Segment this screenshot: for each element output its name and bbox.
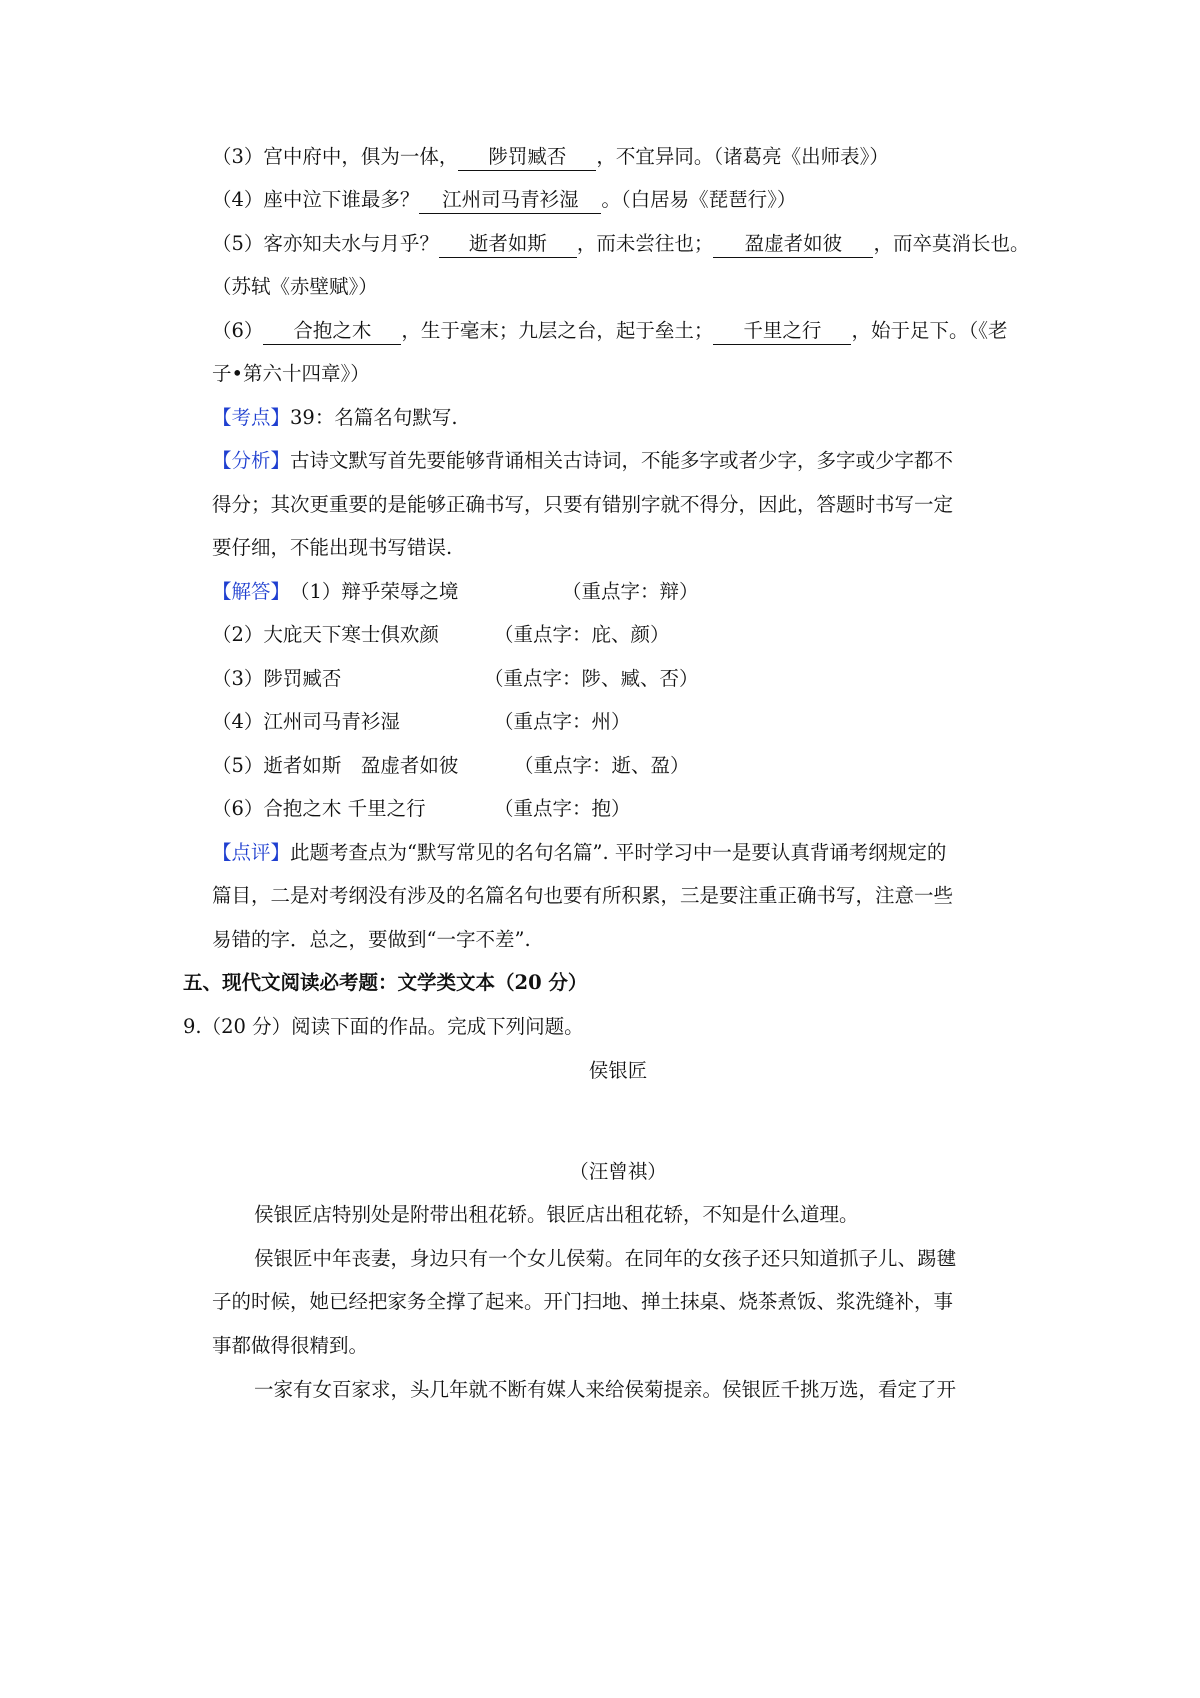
- fenxi-line-1: 古诗文默写首先要能够背诵相关古诗词，不能多字或者少字，多字或少字都不: [290, 449, 954, 472]
- item-5-continued: （苏轼《赤壁赋》）: [212, 275, 378, 298]
- story-paragraph-3-line-1: 一家有女百家求，头几年就不断有媒人来给侯菊提亲。侯银匠千挑万选，看定了开: [254, 1378, 957, 1401]
- jieda-key-5: （重点字：逝、盈）: [514, 754, 690, 777]
- jieda-answer-6: （6）合抱之木 千里之行: [212, 797, 426, 820]
- item-5-middle: ，而未尝往也；: [576, 232, 714, 255]
- jieda-row-2: [212, 620, 1032, 650]
- item-5-answer-1: 逝者如斯: [439, 231, 577, 258]
- fenxi-label: 【分析】: [212, 449, 291, 472]
- kaodian-label: 【考点】: [212, 406, 291, 429]
- jieda-row-4: [212, 707, 1032, 737]
- story-paragraph-2-line-2: 子的时候，她已经把家务全撑了起来。开门扫地、掸土抹桌、烧茶煮饭、浆洗缝补，事: [212, 1290, 954, 1313]
- jieda-key-1: （重点字：辩）: [562, 580, 699, 603]
- item-4-prefix: （4）座中泣下谁最多？: [212, 188, 420, 211]
- jieda-answer-3: （3）陟罚臧否: [212, 667, 342, 690]
- item-6-answer-2: 千里之行: [713, 318, 851, 345]
- jieda-answer-5: （5）逝者如斯 盈虚者如彼: [212, 754, 459, 777]
- item-6-prefix: （6）: [212, 319, 264, 342]
- item-3: [212, 142, 1032, 172]
- item-4-suffix: 。（白居易《琵琶行》）: [601, 188, 797, 211]
- item-6-middle: ，生于毫末；九层之台，起于垒土；: [401, 319, 714, 342]
- item-4-answer: 江州司马青衫湿: [419, 187, 601, 214]
- story-paragraph-1: 侯银匠店特别处是附带出租花轿。银匠店出租花轿，不知是什么道理。: [254, 1203, 859, 1226]
- story-title: 侯银匠: [588, 1059, 648, 1082]
- fenxi: [212, 446, 1032, 476]
- item-3-prefix: （3）宫中府中，俱为一体，: [212, 145, 459, 168]
- story-author: （汪曾祺）: [569, 1160, 667, 1183]
- fenxi-line-2: 得分；其次更重要的是能够正确书写，只要有错别字就不得分，因此，答题时书写一定: [212, 493, 954, 516]
- story-paragraph-2-line-1: 侯银匠中年丧妻，身边只有一个女儿侯菊。在同年的女孩子还只知道抓子儿、踢毽: [254, 1247, 957, 1270]
- story-paragraph-2-line-3: 事都做得很精到。: [212, 1334, 369, 1357]
- item-3-suffix: ，不宜异同。（诸葛亮《出师表》）: [596, 145, 889, 168]
- jieda-label: 【解答】: [212, 580, 291, 603]
- item-6-answer-1: 合抱之木: [263, 318, 401, 345]
- dianping-line-3: 易错的字．总之，要做到“一字不差”.: [212, 928, 531, 951]
- item-5-answer-2: 盈虚者如彼: [713, 231, 873, 258]
- dianping-label: 【点评】: [212, 841, 291, 864]
- section-5-heading: 五、现代文阅读必考题：文学类文本（20 分）: [183, 971, 588, 994]
- jieda-answer-1: （1）辩乎荣辱之境: [290, 580, 459, 603]
- item-5-suffix: ，而卒莫消长也。: [873, 232, 1030, 255]
- item-5: [212, 229, 1032, 259]
- jieda-row-3: [212, 664, 1032, 694]
- jieda-key-2: （重点字：庇、颜）: [494, 623, 670, 646]
- item-6-continued: 子•第六十四章》）: [212, 362, 370, 385]
- item-6-suffix: ，始于足下。（《老: [851, 319, 1008, 342]
- jieda-row-6: [212, 794, 1032, 824]
- jieda-key-3: （重点字：陟、臧、否）: [484, 667, 699, 690]
- item-6: [212, 316, 1032, 346]
- item-4: [212, 185, 1032, 215]
- jieda-key-4: （重点字：州）: [494, 710, 631, 733]
- item-3-answer: 陟罚臧否: [458, 144, 596, 171]
- jieda-answer-4: （4）江州司马青衫湿: [212, 710, 400, 733]
- dianping-line-2: 篇目，二是对考纲没有涉及的名篇名句也要有所积累，三是要注重正确书写，注意一些: [212, 884, 954, 907]
- jieda-row-5: [212, 751, 1032, 781]
- fenxi-line-3: 要仔细，不能出现书写错误.: [212, 536, 453, 559]
- jieda-row-1: [212, 577, 1032, 607]
- dianping-line-1: 此题考查点为“默写常见的名句名篇”. 平时学习中一是要认真背诵考纲规定的: [290, 841, 947, 864]
- question-9: 9.（20 分）阅读下面的作品。完成下列问题。: [183, 1015, 584, 1038]
- jieda-answer-2: （2）大庇天下寒士俱欢颜: [212, 623, 439, 646]
- dianping: [212, 838, 1032, 868]
- jieda-key-6: （重点字：抱）: [494, 797, 631, 820]
- item-5-prefix: （5）客亦知夫水与月乎？: [212, 232, 439, 255]
- kaodian: [212, 403, 1032, 433]
- kaodian-text: 39：名篇名句默写.: [290, 406, 458, 429]
